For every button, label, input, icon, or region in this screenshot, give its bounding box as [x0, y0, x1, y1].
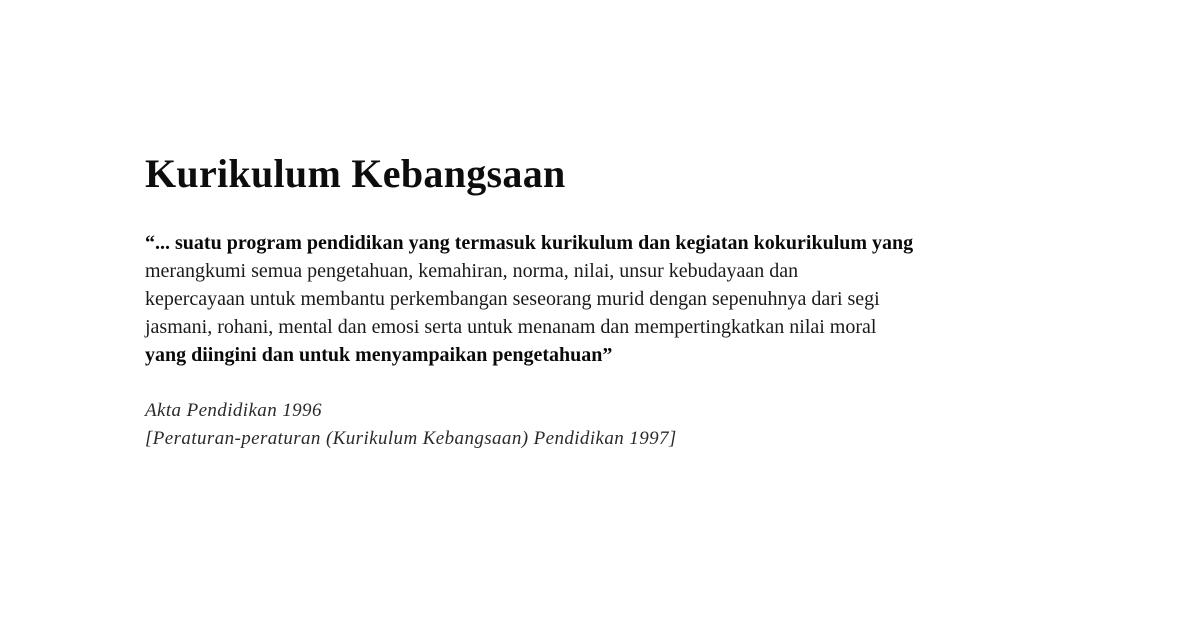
- quote-line: kepercayaan untuk membantu perkembangan seseorang murid dengan sepenuhnya dari segi: [145, 288, 880, 310]
- citation-source: [145, 397, 677, 453]
- citation-regulation: [Peraturan-peraturan (Kurikulum Kebangsaan) Pendidikan 1997]: [145, 428, 677, 449]
- quote-line: jasmani, rohani, mental dan emosi serta untuk menanam dan mempertingkatkan nilai moral: [145, 316, 877, 338]
- citation-act: Akta Pendidikan 1996: [145, 400, 322, 421]
- quote-line: “... suatu program pendidikan yang termasuk kurikulum dan kegiatan kokurikulum yang: [145, 232, 914, 254]
- definition-quote: [145, 229, 1045, 369]
- quote-line: yang diingini dan untuk menyampaikan pengetahuan”: [145, 344, 613, 366]
- document-title: Kurikulum Kebangsaan: [145, 151, 566, 196]
- quote-line: merangkumi semua pengetahuan, kemahiran, norma, nilai, unsur kebudayaan dan: [145, 260, 799, 282]
